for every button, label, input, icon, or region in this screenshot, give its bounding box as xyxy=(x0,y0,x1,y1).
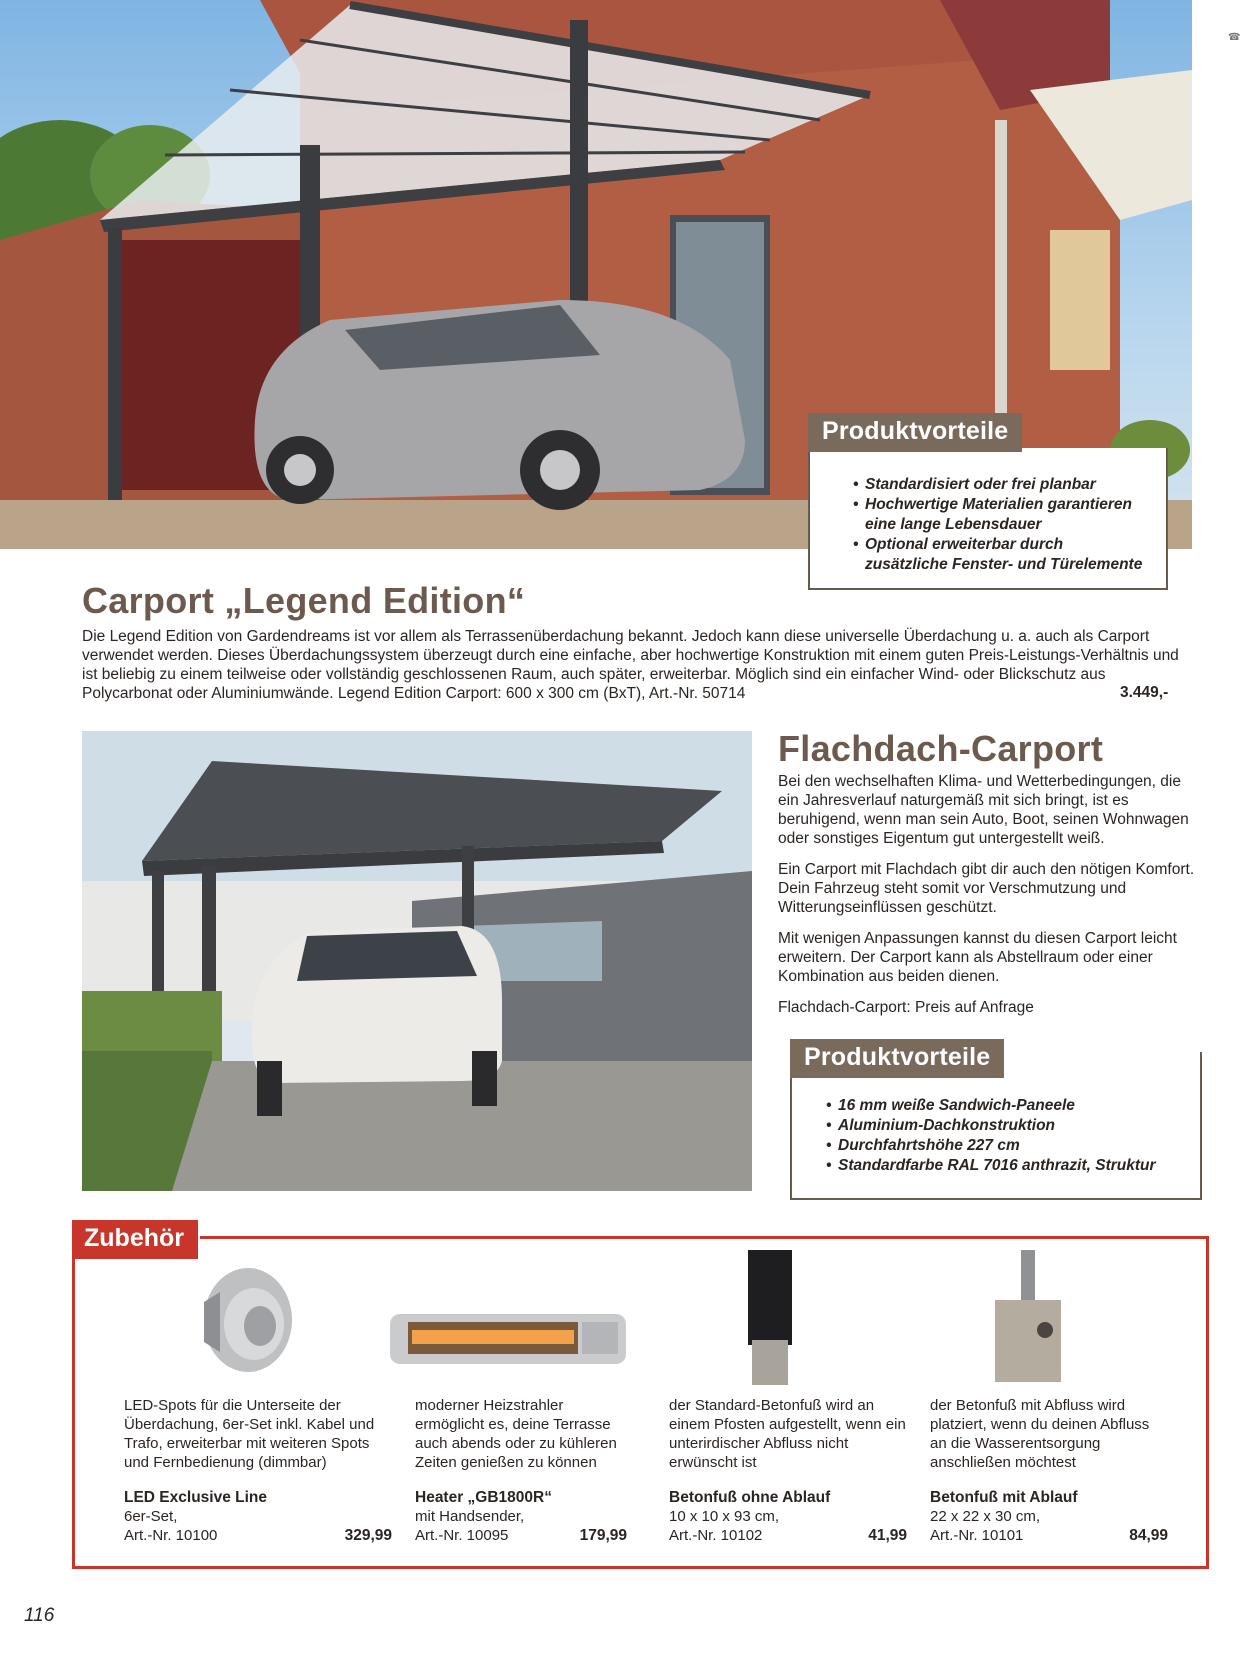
accessories-title: Zubehör xyxy=(72,1220,198,1259)
accessories-frame-bottom xyxy=(72,1566,1209,1569)
accessory-heater xyxy=(415,1396,627,1545)
accessory-detail: 10 x 10 x 93 cm, xyxy=(669,1508,780,1525)
list-item: • Aluminium-Dachkonstruktion xyxy=(826,1116,1196,1136)
accessory-price: 329,99 xyxy=(344,1527,392,1544)
legend-price: 3.449,- xyxy=(1120,684,1169,701)
accessory-description: LED-Spots für die Unterseite der Überdachung, 6er-Set inkl. Kabel und Trafo, erweiterbar mit weiteren Spots und Fernbedienung (dimmbar) xyxy=(124,1397,375,1471)
accessory-name: Heater „GB1800R“ xyxy=(415,1489,552,1506)
accessory-name: LED Exclusive Line xyxy=(124,1489,267,1506)
accessories-frame-right xyxy=(1206,1236,1209,1568)
flachdach-paragraph: Ein Carport mit Flachdach gibt dir auch den nötigen Komfort. Dein Fahrzeug steht somit vor Verschmutzung und Witterungseinflüssen geschützt. xyxy=(778,861,1195,916)
accessory-price: 84,99 xyxy=(1129,1527,1168,1544)
accessory-description: der Standard-Betonfuß wird an einem Pfosten aufgestellt, wenn ein unterirdischer Abfluss nicht erwünscht ist xyxy=(669,1397,906,1471)
accessory-art-number: Art.-Nr. 10102 xyxy=(669,1527,763,1544)
heater-image xyxy=(386,1308,632,1378)
list-item: • Durchfahrtshöhe 227 cm xyxy=(826,1136,1196,1156)
flachdach-illustration xyxy=(82,731,752,1191)
accessory-description: moderner Heizstrahler ermöglicht es, deine Terrasse auch abends oder zu kühleren Zeiten genießen zu können xyxy=(415,1397,617,1471)
accessory-art-number: Art.-Nr. 10101 xyxy=(930,1527,1024,1544)
flachdach-description xyxy=(778,772,1198,1029)
accessory-art-row xyxy=(415,1526,627,1545)
accessories-frame-top xyxy=(200,1236,1208,1239)
accessory-art-number: Art.-Nr. 10100 xyxy=(124,1527,218,1544)
accessory-detail: 6er-Set, xyxy=(124,1508,178,1525)
accessories-frame-left xyxy=(72,1256,75,1568)
list-item: • 16 mm weiße Sandwich-Paneele xyxy=(826,1096,1196,1116)
accessory-concrete-foot-drain xyxy=(930,1396,1168,1545)
list-item: • Standardfarbe RAL 7016 anthrazit, Struktur xyxy=(826,1156,1196,1176)
list-item: • Optional erweiterbar durch xyxy=(853,535,1153,555)
accessory-price: 179,99 xyxy=(579,1527,627,1544)
flachdach-paragraph: Mit wenigen Anpassungen kannst du diesen Carport leicht erweitern. Der Carport kann als Abstellraum oder einer Kombination aus beiden dienen. xyxy=(778,930,1177,985)
accessory-detail: mit Handsender, xyxy=(415,1508,525,1525)
legend-title: Carport „Legend Edition“ xyxy=(82,580,526,621)
led-spot-image xyxy=(180,1262,300,1382)
advantages-list-legend xyxy=(853,475,1153,575)
advantages-title-legend: Produktvorteile xyxy=(808,413,1022,452)
list-item: zusätzliche Fenster- und Türelemente xyxy=(865,556,1143,573)
concrete-foot-drain-image xyxy=(985,1250,1075,1390)
accessory-art-number: Art.-Nr. 10095 xyxy=(415,1527,509,1544)
page-number: 116 xyxy=(24,1605,55,1626)
accessory-led xyxy=(124,1396,392,1545)
legend-description: Die Legend Edition von Gardendreams ist vor allem als Terrassenüberdachung bekannt. Jedoch kann diese universelle Überdachung u. a. auch als Carport verwendet werden. Dieses Überdachungssystem überzeugt durch eine einfache, aber hochwertige Konstruktion mit einem guten Preis-Leistungs-Verhältnis und ist beliebig zu einem teilweise oder vollständig geschlossenen Raum, auch später, erweiterbar. Möglich sind ein einfacher Wind- oder Blickschutz aus Polycarbonat oder Aluminiumwände. Legend Edition Carport: 600 x 300 cm (BxT), Art.-Nr. 50714 xyxy=(82,628,1179,702)
advantages-title-flachdach: Produktvorteile xyxy=(790,1039,1004,1078)
flachdach-paragraph: Bei den wechselhaften Klima- und Wetterbedingungen, die ein Jahresverlauf naturgemäß mit sich bringt, ist es beruhigend, wenn man sein Auto, Boot, seinen Wohnwagen oder sonstiges Eigentum gut untergestellt weiß. xyxy=(778,773,1189,847)
advantages-list-flachdach xyxy=(826,1096,1196,1176)
flachdach-carport-photo xyxy=(82,731,752,1191)
accessory-art-row xyxy=(124,1526,392,1545)
accessory-description: der Betonfuß mit Abfluss wird platziert, wenn du deinen Abfluss an die Wasserentsorgung anschließen möchtest xyxy=(930,1397,1150,1471)
accessory-detail: 22 x 22 x 30 cm, xyxy=(930,1508,1041,1525)
accessory-name: Betonfuß mit Ablauf xyxy=(930,1489,1078,1506)
flachdach-price-note: Flachdach-Carport: Preis auf Anfrage xyxy=(778,999,1034,1016)
accessory-price: 41,99 xyxy=(868,1527,907,1544)
list-item: • Hochwertige Materialien garantieren xyxy=(853,495,1153,515)
accessory-concrete-foot xyxy=(669,1396,907,1545)
flachdach-title: Flachdach-Carport xyxy=(778,728,1104,769)
corner-mark: ☎ xyxy=(1228,32,1241,43)
concrete-foot-image xyxy=(740,1250,800,1390)
accessory-art-row xyxy=(930,1526,1168,1545)
list-item: • Standardisiert oder frei planbar xyxy=(853,475,1153,495)
accessory-name: Betonfuß ohne Ablauf xyxy=(669,1489,831,1506)
accessory-art-row xyxy=(669,1526,907,1545)
list-item: eine lange Lebensdauer xyxy=(865,516,1042,533)
